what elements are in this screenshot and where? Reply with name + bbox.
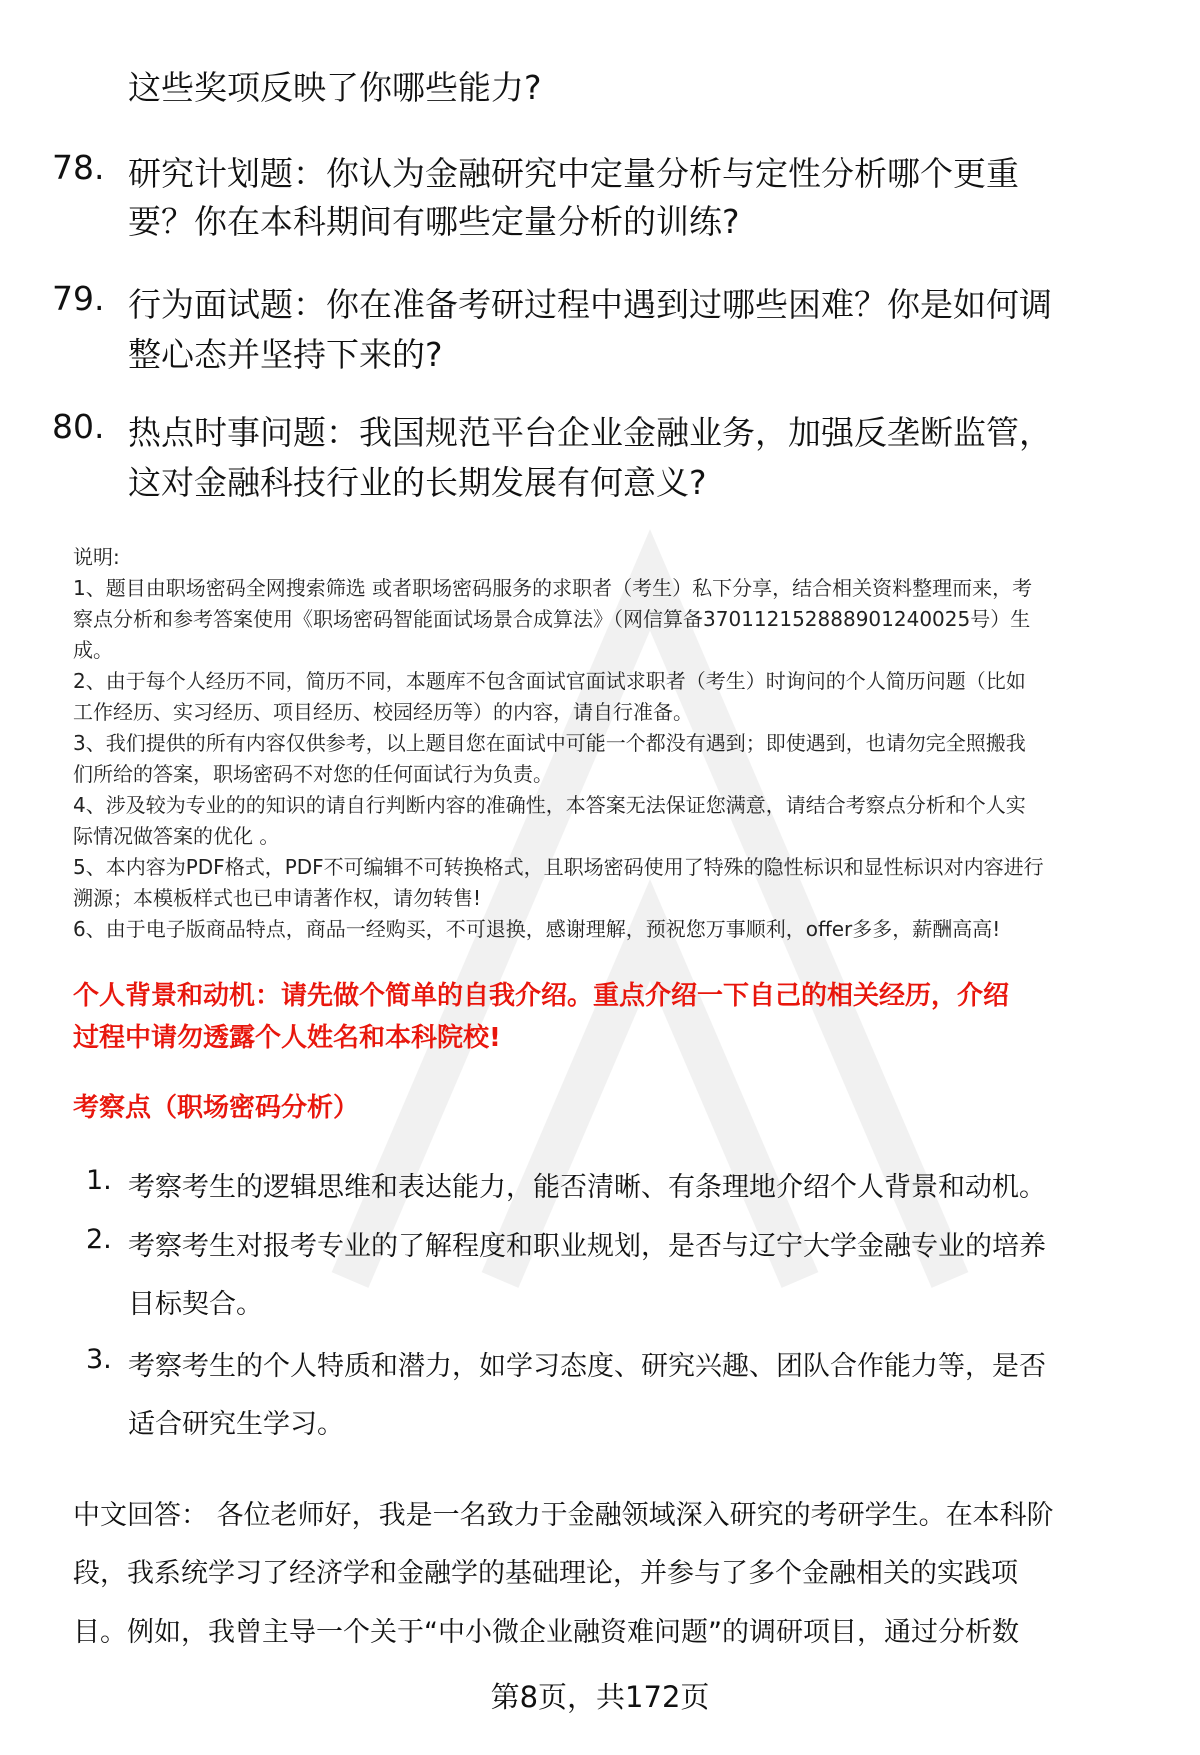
question-80-number: 80.: [52, 407, 105, 446]
analysis-item: 适合研究生学习。: [128, 1409, 344, 1440]
analysis-item: 考察考生对报考专业的了解程度和职业规划，是否与辽宁大学金融专业的培养: [128, 1231, 1046, 1262]
question-78-line: 要？你在本科期间有哪些定量分析的训练?: [128, 202, 740, 241]
note-line: 成。: [73, 638, 113, 662]
note-line: 1、题目由职场密码全网搜索筛选 或者职场密码服务的求职者（考生）私下分享，结合相关资料整理而来，考: [73, 576, 1033, 600]
question-0-line-0: 这些奖项反映了你哪些能力?: [128, 68, 542, 107]
question-80-line: 这对金融科技行业的长期发展有何意义?: [128, 463, 707, 502]
question-79-number: 79.: [52, 279, 105, 318]
analysis-item-number: 1.: [86, 1165, 112, 1196]
featured-question: 个人背景和动机：请先做个简单的自我介绍。重点介绍一下自己的相关经历，介绍: [73, 981, 1010, 1011]
question-79-line: 整心态并坚持下来的?: [128, 335, 443, 374]
note-line: 4、涉及较为专业的的知识的请自行判断内容的准确性，本答案无法保证您满意，请结合考察点分析和个人实: [73, 793, 1026, 817]
note-line: 6、由于电子版商品特点，商品一经购买，不可退换，感谢理解，预祝您万事顺利，offer多多，薪酬高高!: [73, 917, 1001, 941]
note-line: 5、本内容为PDF格式，PDF不可编辑不可转换格式，且职场密码使用了特殊的隐性标识和显性标识对内容进行: [73, 855, 1044, 879]
note-line: 工作经历、实习经历、项目经历、校园经历等）的内容，请自行准备。: [73, 700, 693, 724]
analysis-item: 目标契合。: [128, 1289, 263, 1320]
question-80-line: 热点时事问题：我国规范平台企业金融业务，加强反垄断监管，: [128, 413, 1052, 452]
page-footer: 第8页，共172页: [490, 1680, 710, 1714]
question-79-line: 行为面试题：你在准备考研过程中遇到过哪些困难？你是如何调: [128, 285, 1052, 324]
answer-line: 中文回答： 各位老师好，我是一名致力于金融领域深入研究的考研学生。在本科阶: [73, 1500, 1054, 1531]
note-line: 们所给的答案，职场密码不对您的任何面试行为负责。: [73, 762, 553, 786]
note-line: 溯源；本模板样式也已申请著作权，请勿转售!: [73, 886, 482, 910]
analysis-item-number: 3.: [86, 1344, 112, 1375]
answer-line: 目。例如，我曾主导一个关于“中小微企业融资难问题”的调研项目，通过分析数: [73, 1617, 1019, 1648]
note-line: 际情况做答案的优化 。: [73, 824, 280, 848]
note-line: 2、由于每个人经历不同，简历不同，本题库不包含面试官面试求职者（考生）时询问的个人简历问题（比如: [73, 669, 1026, 693]
question-78-number: 78.: [52, 148, 105, 187]
notes-title: 说明:: [73, 545, 120, 569]
note-line: 察点分析和参考答案使用《职场密码智能面试场景合成算法》（网信算备370112152888901240025号）生: [73, 607, 1031, 631]
analysis-heading: 考察点（职场密码分析）: [73, 1093, 360, 1123]
note-line: 3、我们提供的所有内容仅供参考，以上题目您在面试中可能一个都没有遇到；即使遇到，也请勿完全照搬我: [73, 731, 1026, 755]
analysis-item: 考察考生的个人特质和潜力，如学习态度、研究兴趣、团队合作能力等，是否: [128, 1351, 1046, 1382]
analysis-item: 考察考生的逻辑思维和表达能力，能否清晰、有条理地介绍个人背景和动机。: [128, 1172, 1046, 1203]
answer-line: 段，我系统学习了经济学和金融学的基础理论，并参与了多个金融相关的实践项: [73, 1558, 1018, 1589]
featured-question: 过程中请勿透露个人姓名和本科院校!: [73, 1023, 501, 1053]
question-78-line: 研究计划题：你认为金融研究中定量分析与定性分析哪个更重: [128, 154, 1019, 193]
analysis-item-number: 2.: [86, 1224, 112, 1255]
